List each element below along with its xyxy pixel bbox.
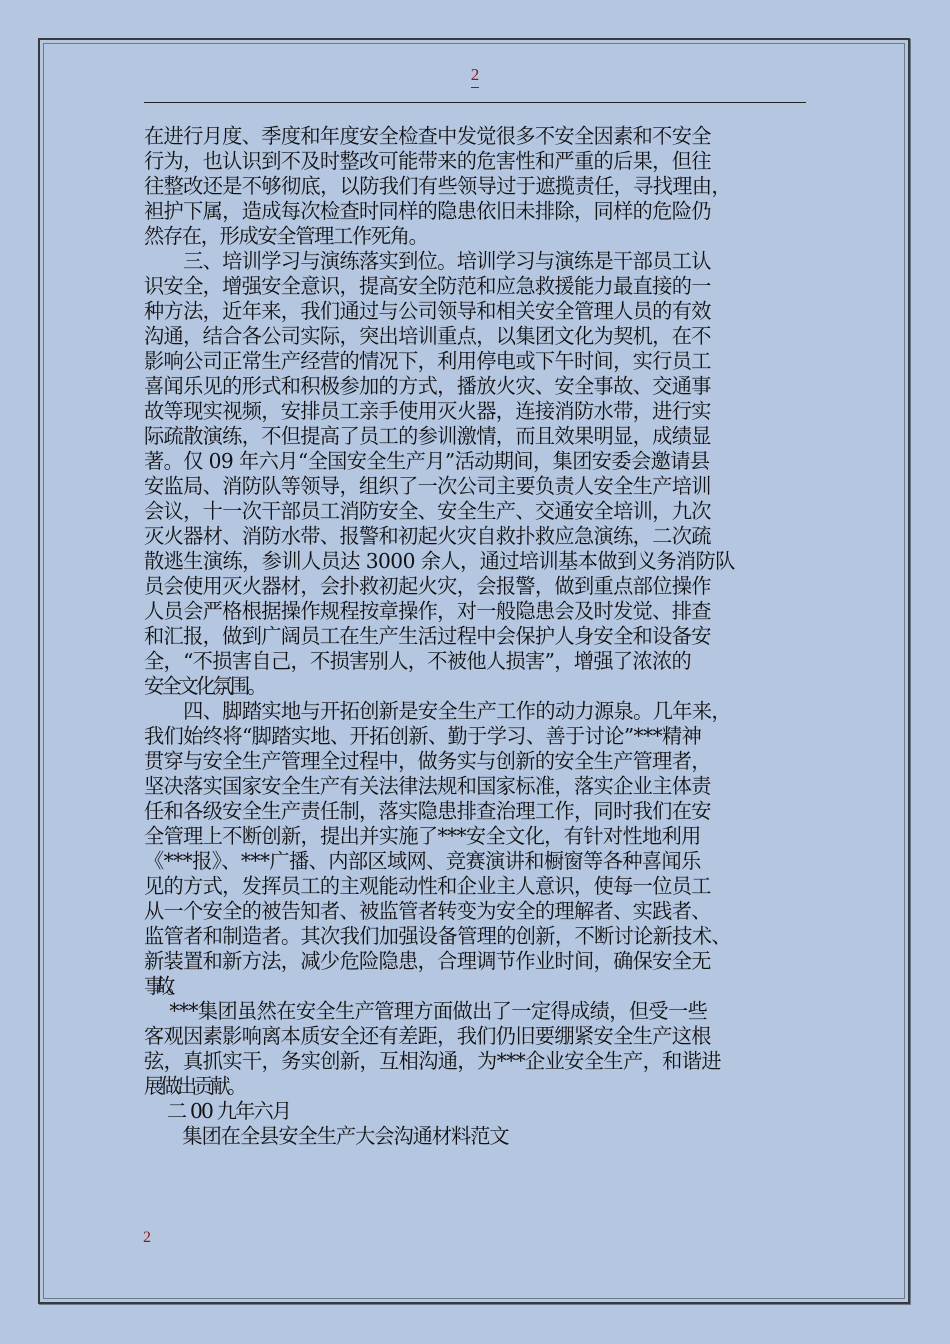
text-line: 和汇报，做到广阔员工在生产生活过程中会保护人身安全和设备安 — [144, 624, 711, 648]
text-line: 从一个安全的被告知者、被监管者转变为安全的理解者、实践者、 — [144, 899, 711, 923]
text-line: 员会使用灭火器材，会扑救初起火灾，会报警，做到重点部位操作 — [144, 574, 711, 598]
document-body — [144, 124, 824, 1149]
text-line: 在进行月度、季度和年度安全检查中发觉很多不安全因素和不安全 — [144, 124, 711, 148]
text-line: 四、脚踏实地与开拓创新是安全生产工作的动力源泉。几年来， — [144, 699, 731, 723]
text-line: 散逃生演练，参训人员达 3000 余人，通过培训基本做到义务消防队 — [144, 549, 735, 573]
text-line: 灭火器材、消防水带、报警和初起火灾自救扑救应急演练，二次疏 — [144, 524, 711, 548]
text-line: 任和各级安全生产责任制，落实隐患排查治理工作，同时我们在安 — [144, 799, 711, 823]
text-line: 全，“不损害自己，不损害别人，不被他人损害”，增强了浓浓的 — [144, 649, 692, 673]
text-line: 新装置和新方法，减少危险隐患，合理调节作业时间，确保安全无 — [144, 949, 711, 973]
text-line: 贯穿与安全生产管理全过程中，做务实与创新的安全生产管理者， — [144, 749, 711, 773]
text-line: 往整改还是不够彻底，以防我们有些领导过于遮揽责任，寻找理由， — [144, 174, 731, 198]
text-line: 袒护下属，造成每次检查时同样的隐患依旧未排除，同样的危险仍 — [144, 199, 711, 223]
text-line: 见的方式，发挥员工的主观能动性和企业主人意识，使每一位员工 — [144, 874, 711, 898]
header-page-number-underline — [471, 87, 479, 88]
text-line: 客观因素影响离本质安全还有差距，我们仍旧要绷紧安全生产这根 — [144, 1024, 711, 1048]
text-line: 喜闻乐见的形式和积极参加的方式，播放火灾、安全事故、交通事 — [144, 374, 711, 398]
text-line: 三、培训学习与演练落实到位。培训学习与演练是干部员工认 — [144, 249, 711, 273]
header-page-number: 2 — [470, 65, 480, 84]
text-line: 故等现实视频，安排员工亲手使用灭火器，连接消防水带，进行实 — [144, 399, 711, 423]
text-line: 际疏散演练，不但提高了员工的参训激情，而且效果明显，成绩显 — [144, 424, 711, 448]
text-line: 种方法，近年来，我们通过与公司领导和相关安全管理人员的有效 — [144, 299, 711, 323]
text-line: 事故。 — [144, 974, 178, 998]
text-line: ***集团虽然在安全生产管理方面做出了一定得成绩，但受一些 — [144, 999, 708, 1023]
text-line: 安监局、消防队等领导，组织了一次公司主要负责人安全生产培训 — [144, 474, 711, 498]
text-line: 弦，真抓实干，务实创新，互相沟通，为***企业安全生产，和谐进 — [144, 1049, 721, 1073]
header-rule — [144, 102, 806, 103]
text-line: 《***报》、***广播、内部区域网、竞赛演讲和橱窗等各种喜闻乐 — [144, 849, 701, 873]
text-line: 二 00 九年六月 — [144, 1099, 291, 1123]
text-line: 安全文化氛围。 — [144, 674, 265, 698]
footer-page-number: 2 — [143, 1229, 151, 1246]
text-line: 我们始终将“脚踏实地、开拓创新、勤于学习、善于讨论”***精神 — [144, 724, 702, 748]
text-line: 展做出贡献。 — [144, 1074, 244, 1098]
text-line: 然存在，形成安全管理工作死角。 — [144, 224, 428, 248]
text-line: 著。仅 09 年六月“全国安全生产月”活动期间，集团安委会邀请县 — [144, 449, 710, 473]
text-line: 坚决落实国家安全生产有关法律法规和国家标准，落实企业主体责 — [144, 774, 711, 798]
text-line: 行为，也认识到不及时整改可能带来的危害性和严重的后果，但往 — [144, 149, 711, 173]
text-line: 全管理上不断创新，提出并实施了***安全文化，有针对性地利用 — [144, 824, 701, 848]
text-line: 人员会严格根据操作规程按章操作，对一般隐患会及时发觉、排查 — [144, 599, 711, 623]
text-line: 集团在全县安全生产大会沟通材料范文 — [144, 1124, 509, 1148]
text-line: 监管者和制造者。其次我们加强设备管理的创新，不断讨论新技术、 — [144, 924, 731, 948]
text-line: 影响公司正常生产经营的情况下，利用停电或下午时间，实行员工 — [144, 349, 711, 373]
text-line: 会议，十一次干部员工消防安全、安全生产、交通安全培训，九次 — [144, 499, 711, 523]
text-line: 识安全，增强安全意识，提高安全防范和应急救援能力最直接的一 — [144, 274, 711, 298]
text-line: 沟通，结合各公司实际，突出培训重点，以集团文化为契机，在不 — [144, 324, 711, 348]
